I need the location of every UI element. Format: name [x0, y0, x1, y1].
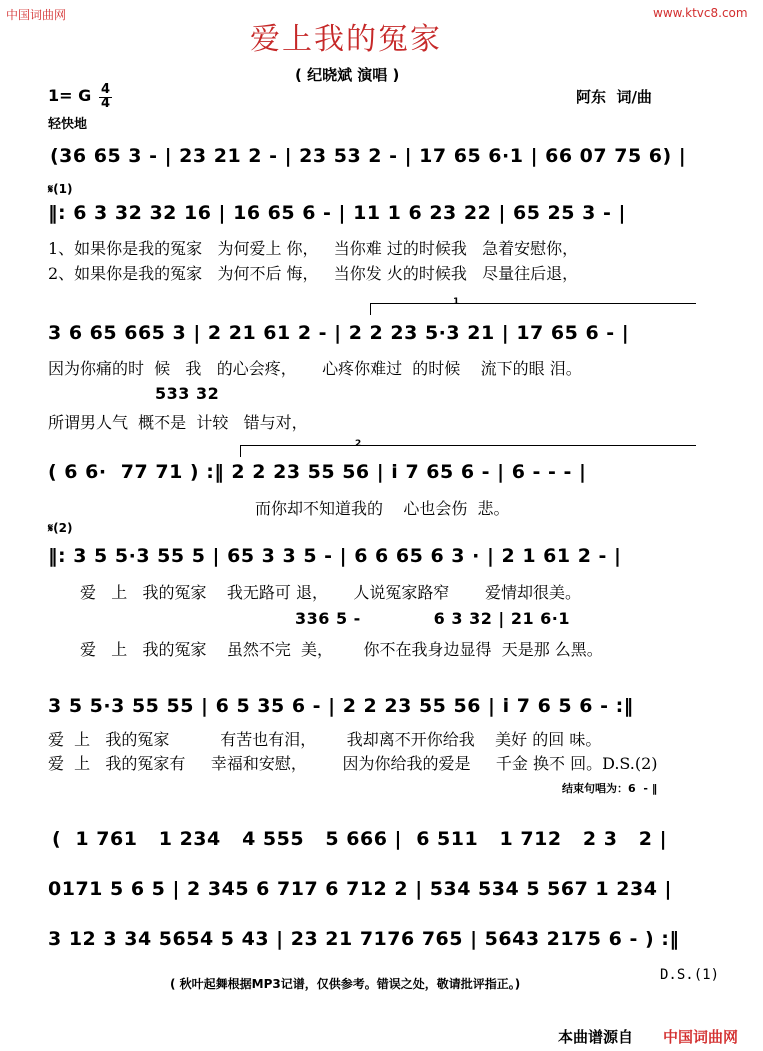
interlude-notes-2: 0171 5 6 5 | 2 345 6 717 6 712 2 | 534 534 5 567 1 234 |: [48, 878, 672, 900]
page-title: 爱上我的冤家: [250, 22, 442, 57]
verse-notes-2: 3 6 65 665 3 | 2 21 61 2 - | 2 2 23 5·3 21 | 17 65 6 - |: [48, 322, 630, 344]
chorus-notes-2: 3 5 5·3 55 55 | 6 5 35 6 - | 2 2 23 55 56 | i 7 6 5 6 - :‖: [48, 695, 634, 717]
alt-notes-4: 336 5 - 6 3 32 | 21 6·1: [295, 609, 570, 628]
footnote: ( 秋叶起舞根据MP3记谱，仅供参考。错误之处，敬请批评指正。): [170, 977, 521, 991]
chorus-lyric-2a: 爱 上 我的冤家 有苦也有泪， 我却离不开你给我 美好 的回 味。: [48, 730, 602, 749]
volta-1-line: [370, 303, 696, 304]
chorus-lyric-1a: 爱 上 我的冤家 我无路可 退， 人说冤家路窄 爱情却很美。: [80, 583, 581, 602]
ending-note: 结束句唱为：6 - ‖: [562, 782, 658, 795]
intro-notes: (36 65 3 - | 23 21 2 - | 23 53 2 - | 17 65 6·1 | 66 07 75 6) |: [50, 145, 687, 167]
verse-lyric-2b: 所谓男人气 概不是 计较 错与对，: [48, 413, 308, 432]
segno-1: 𝄋(1): [48, 182, 73, 196]
segno-2: 𝄋(2): [48, 521, 73, 535]
volta-2-line: [240, 445, 696, 446]
volta-1-label: 1: [453, 297, 460, 307]
alt-notes-2: 533 32: [155, 384, 220, 403]
verse-lyric-2a: 因为你痛的时 候 我 的心会疼， 心疼你难过 的时候 流下的眼 泪。: [48, 359, 582, 378]
chorus-lyric-1b: 爱 上 我的冤家 虽然不完 美， 你不在我身边显得 天是那 么黑。: [80, 640, 603, 659]
singer-credit: ( 纪晓斌 演唱 ): [295, 66, 400, 84]
interlude-notes-1: ( 1 761 1 234 4 555 5 666 | 6 511 1 712 2 3 2 |: [52, 828, 668, 850]
verse-notes-3: ( 6 6· 77 71 ) :‖ 2 2 23 55 56 | i 7 65 6 - | 6 - - - |: [48, 461, 587, 483]
time-sig-top: 4: [101, 82, 111, 97]
verse-notes-1: ‖: 6 3 32 32 16 | 16 65 6 - | 11 1 6 23 22 | 65 25 3 - |: [48, 202, 626, 224]
source-site-link[interactable]: 中国词曲网: [663, 1028, 739, 1046]
tempo-marking: 轻快地: [48, 117, 88, 132]
source-label: 本曲谱源自: [558, 1028, 634, 1046]
volta-2-hook: [240, 445, 241, 457]
volta-2-label: 2: [355, 439, 362, 449]
chorus-lyric-2b: 爱 上 我的冤家有 幸福和安慰， 因为你给我的爱是 千金 换不 回。D.S.(2): [48, 754, 658, 773]
author-credit: 阿东 词/曲: [576, 88, 652, 106]
chorus-notes-1: ‖: 3 5 5·3 55 5 | 65 3 3 5 - | 6 6 65 6 3 · | 2 1 61 2 - |: [48, 545, 622, 567]
watermark-right[interactable]: www.ktvc8.com: [653, 6, 748, 20]
volta-1-hook: [370, 303, 371, 315]
interlude-notes-3: 3 12 3 34 5654 5 43 | 23 21 7176 765 | 5643 2175 6 - ) :‖: [48, 928, 680, 950]
ds-1-label: D.S.(1): [660, 967, 720, 983]
watermark-left[interactable]: 中国词曲网: [6, 8, 67, 22]
key-signature: 1= G: [48, 86, 92, 105]
verse-lyric-1b: 2、如果你是我的冤家 为何不后 悔， 当你发 火的时候我 尽量往后退，: [48, 264, 579, 283]
verse-lyric-3: 而你却不知道我的 心也会伤 悲。: [255, 499, 510, 518]
verse-lyric-1a: 1、如果你是我的冤家 为何爱上 你， 当你难 过的时候我 急着安慰你，: [48, 239, 579, 258]
time-sig-bottom: 4: [101, 96, 111, 111]
